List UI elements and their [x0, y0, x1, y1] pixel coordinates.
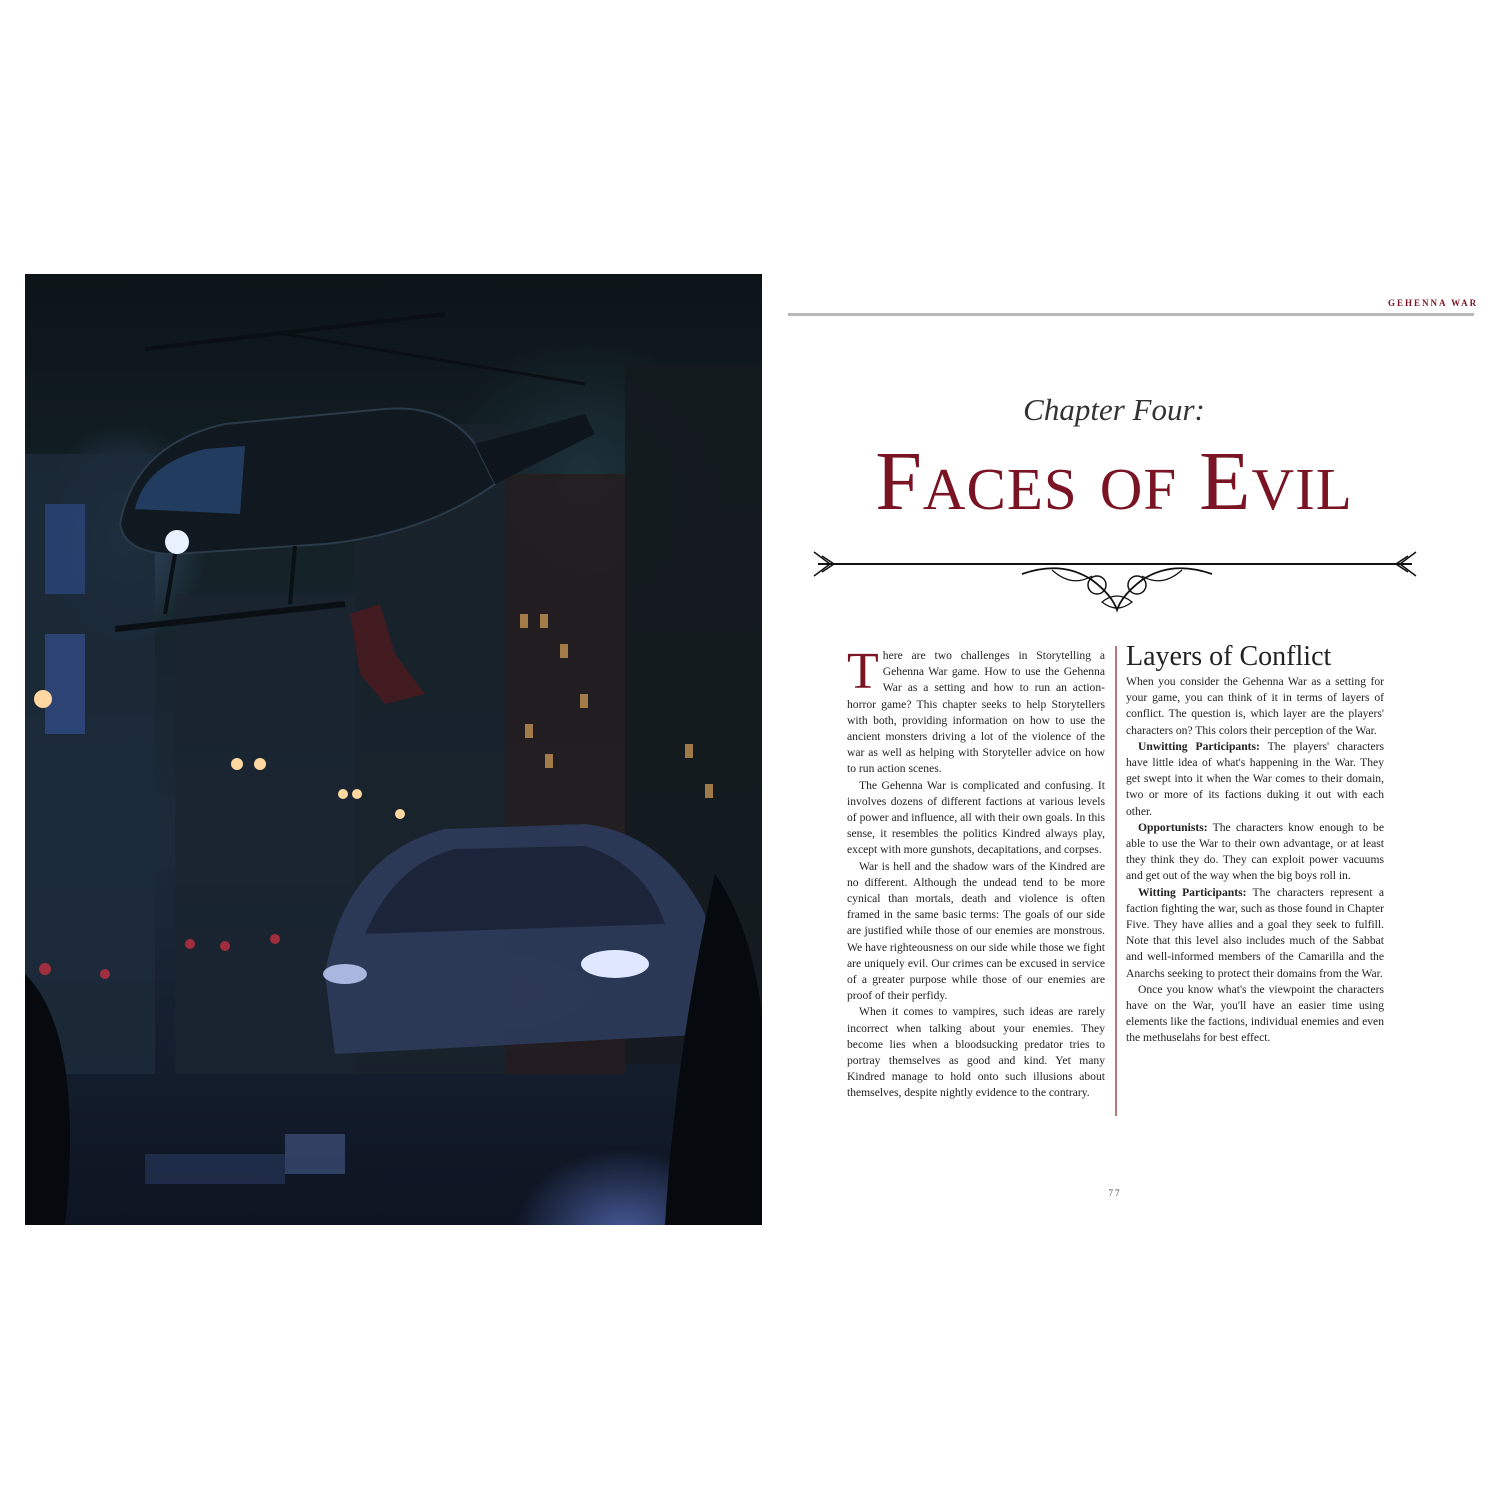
helicopter-street-scene-icon	[25, 274, 762, 1225]
paragraph	[847, 643, 1105, 778]
chapter-kicker: Chapter Four:	[1023, 392, 1205, 427]
section-title: Layers of Conflict	[1126, 641, 1332, 672]
item-text: The characters represent a faction fighting the war, such as those found in Chapter Five. They have allies and a goal they seek to fulfill. Note that this level also includes much of the Sabbat and well-informed members of the Camarilla and the Anarchs seeking to protect their domains from the War.	[1126, 885, 1384, 980]
paragraph: When you consider the Gehenna War as a setting for your game, you can think of it in terms of layers of conflict. The question is, which layer are the players' characters on? This colors their perception of the War.	[1126, 675, 1384, 737]
paragraph: The Gehenna War is complicated and confusing. It involves dozens of different factions at various levels of power and influence, all with their own goals. In this sense, it resembles the politics Kindred always play, except with more gunshots, decapitations, and corpses.	[847, 778, 1105, 857]
running-head: GEHENNA WAR	[1388, 298, 1479, 308]
chapter-title: Faces of Evil	[875, 435, 1353, 528]
item-text: The characters know enough to be able to use the War to their own advantage, or at least they think they do. They can exploit power vacuums and get out of the way when the big boys roll in.	[1126, 820, 1384, 883]
header-rule	[788, 313, 1474, 316]
item-term: Opportunists:	[1138, 820, 1208, 834]
column-divider	[1115, 646, 1117, 1116]
paragraph: Once you know what's the viewpoint the characters have on the War, you'll have an easier time using elements like the factions, individual enemies and even the methuselahs for best effect.	[1126, 982, 1384, 1045]
page-number: 77	[1108, 1188, 1122, 1198]
paragraph: When it comes to vampires, such ideas are rarely incorrect when talking about your enemies. They become lies when a bloodsucking predator tries to portray themselves as good and kind. Yet many Kindred manage to hold onto such illusions about themselves, despite nightly evidence to the contrary.	[847, 1005, 1105, 1100]
paragraph-text: here are two challenges in Storytelling a Gehenna War game. How to use the Gehenna War as a setting and how to run an action-horror game? This chapter seeks to help Storytellers with both, providing information on how to use the ancient monsters driving a lot of the violence of the war as well as helping with Storyteller advice on how to run action scenes.	[847, 649, 1105, 776]
list-item	[1126, 820, 1384, 885]
right-text-column	[1126, 641, 1385, 1047]
item-term: Witting Participants:	[1138, 885, 1247, 899]
flourish-divider-icon	[812, 540, 1422, 620]
list-item	[1126, 885, 1384, 982]
drop-cap: T	[847, 643, 879, 700]
item-text: The players' characters have little idea of what's happening in the War. They get swept into it when the War comes to their domain, two or more of its factions duking it out with each other.	[1126, 739, 1385, 818]
left-text-column	[847, 643, 1105, 1102]
item-term: Unwitting Participants:	[1138, 739, 1260, 753]
paragraph: War is hell and the shadow wars of the Kindred are no different. Although the undead tend to be more cynical than mortals, death and violence is often framed in the same basic terms: The goals of our side are justified while those of our enemies are monstrous. We have righteousness on our side while those we fight are uniquely evil. Our crimes can be excused in service of a greater purpose while those of our enemies are proof of their perfidy.	[847, 859, 1105, 1003]
list-item	[1126, 739, 1384, 820]
chapter-illustration	[25, 274, 762, 1225]
